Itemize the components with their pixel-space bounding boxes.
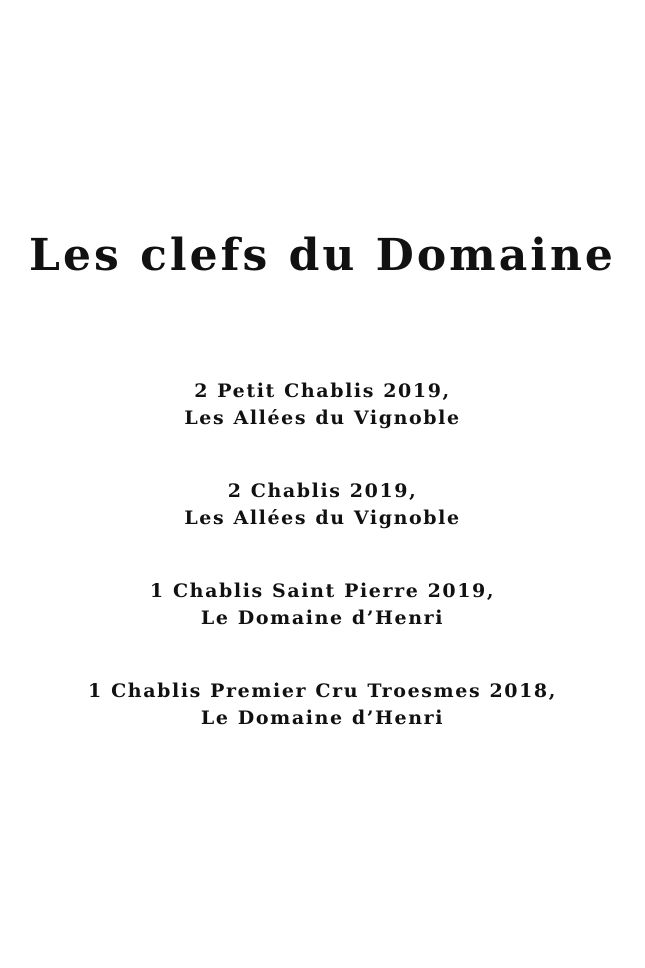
wine-item-chablis-saint-pierre [0,578,645,632]
wine-item-petit-chablis [0,378,645,432]
wine-list [0,378,645,778]
wine-producer: Le Domaine d’Henri [200,707,445,729]
wine-producer: Les Allées du Vignoble [184,507,461,529]
wine-producer: Les Allées du Vignoble [184,407,461,429]
page-title: Les clefs du Domaine [29,230,616,281]
wine-name: 2 Petit Chablis 2019, [194,380,451,402]
wine-name: 2 Chablis 2019, [227,480,418,502]
wine-producer: Le Domaine d’Henri [200,607,445,629]
wine-name: 1 Chablis Premier Cru Troesmes 2018, [88,680,557,702]
wine-item-chablis-premier-cru [0,678,645,732]
wine-name: 1 Chablis Saint Pierre 2019, [149,580,496,602]
wine-item-chablis [0,478,645,532]
